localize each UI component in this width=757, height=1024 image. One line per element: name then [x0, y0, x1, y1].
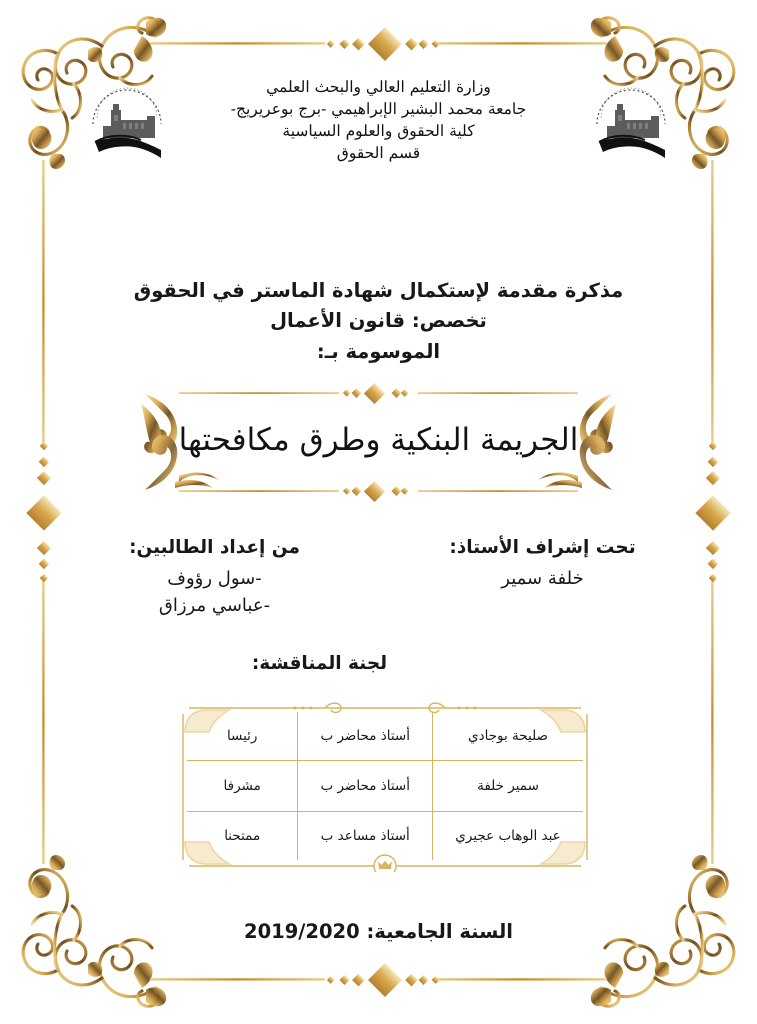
jury-name-2: سمير خلفة: [433, 761, 583, 811]
university-seal-logo-left: [585, 84, 677, 170]
academic-year: [0, 920, 757, 943]
jury-rank-2: أستاذ محاضر ب: [298, 761, 433, 811]
student-name-1: -سول رؤوف: [167, 567, 262, 589]
jury-heading: لجنة المناقشة:: [251, 653, 388, 674]
edge-ornament-bottom: [150, 956, 607, 1004]
supervisor-name: خلفة سمير: [501, 567, 584, 589]
degree-line-master: مذكرة مقدمة لإستكمال شهادة الماستر في الحقوق: [133, 279, 624, 302]
edge-ornament-left: [20, 160, 68, 864]
header-institution-text: [179, 72, 579, 164]
authorship-section: [0, 534, 757, 619]
supervisor-block: [418, 534, 668, 619]
jury-role-3: ممتحنا: [187, 811, 298, 860]
table-row: [187, 712, 583, 761]
header-line-department: قسم الحقوق: [336, 144, 421, 162]
header-line-ministry: وزارة التعليم العالي والبحث العلمي: [266, 78, 491, 96]
supervisor-heading: تحت إشراف الأستاذ:: [449, 537, 636, 558]
students-block: [90, 534, 340, 619]
jury-name-1: صليحة بوجادي: [468, 728, 549, 745]
edge-ornament-right: [689, 160, 737, 864]
header-line-university: جامعة محمد البشير الإبراهيمي -برج بوعريريج-: [230, 100, 527, 118]
student-name-2: -عباسي مرزاق: [158, 595, 271, 617]
jury-rank-3: أستاذ مساعد ب: [298, 811, 433, 860]
thesis-title-box: [139, 378, 618, 506]
document-header: [0, 72, 757, 212]
degree-line-entitled: الموسومة بـ:: [316, 339, 441, 363]
academic-year-value: 2019/2020: [244, 920, 360, 943]
table-row: [187, 761, 583, 811]
degree-line-speciality: تخصص: قانون الأعمال: [270, 309, 487, 333]
header-line-faculty: كلية الحقوق والعلوم السياسية: [282, 122, 475, 140]
academic-year-label: السنة الجامعية:: [366, 920, 513, 943]
jury-role-2: مشرفا: [187, 761, 298, 811]
table-row: [187, 811, 583, 860]
jury-name-3: عبد الوهاب عجيري: [433, 811, 583, 860]
thesis-title: الجريمة البنكية وطرق مكافحتها: [178, 422, 579, 458]
edge-ornament-top: [150, 20, 607, 68]
jury-committee-table-box: [175, 702, 595, 872]
students-heading: من إعداد الطالبين:: [129, 537, 300, 558]
jury-rank-1: أستاذ محاضر ب: [298, 712, 433, 761]
degree-statement: [0, 276, 757, 367]
jury-committee-table: [187, 712, 583, 860]
university-seal-logo-right: [81, 84, 173, 170]
jury-role-1: رئيسا: [187, 712, 298, 761]
